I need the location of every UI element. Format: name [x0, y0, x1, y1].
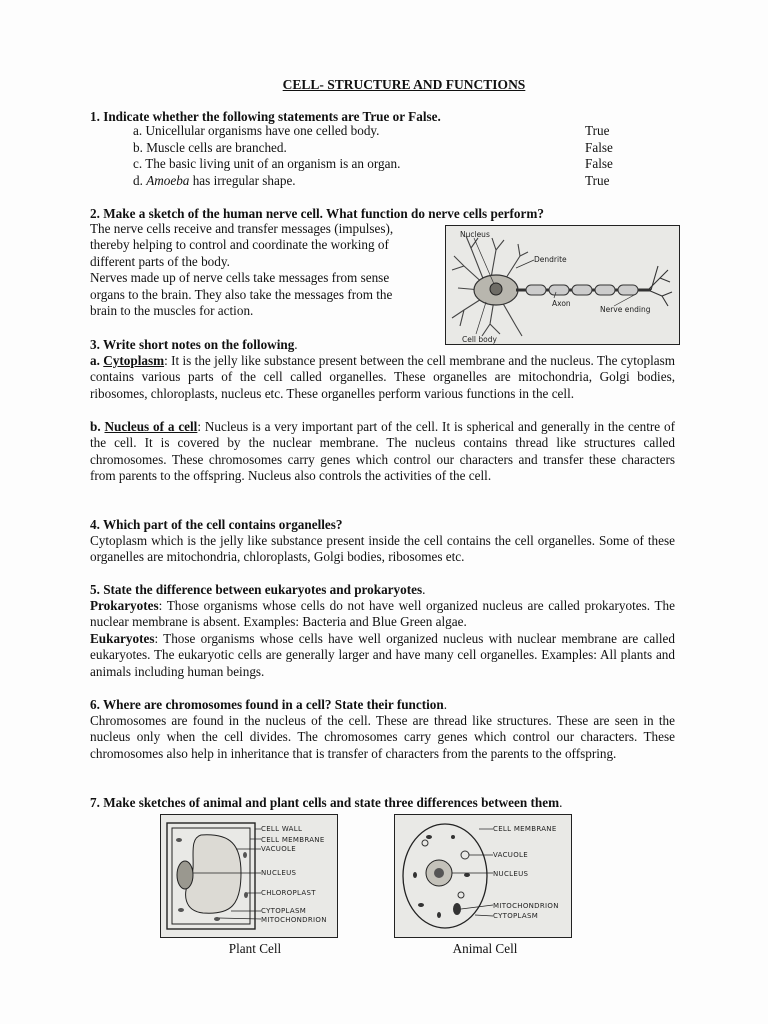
animal-label: CELL MEMBRANE [493, 825, 557, 833]
label-axon: Axon [552, 299, 571, 308]
q1-item-text: b. Muscle cells are branched. [133, 140, 287, 155]
q5-heading-end: . [422, 582, 426, 597]
q3-a-term: Cytoplasm [103, 353, 165, 368]
q3-b-text: : Nucleus is a very important part of the cell. It is spherical and generally in the centre of the cell. It is covered by the nuclear membrane. The nucleus contains thread like structures called chromosomes. These chromosomes carry genes which control our characters and transfer these characters from parents to the offspring. Nucleus also controls the activities of the cell. [90, 419, 675, 484]
q3-note-b [90, 419, 675, 485]
q1-item-rest: has irregular shape. [189, 173, 296, 188]
q2-line: brain to the muscles for action. [90, 303, 254, 319]
q2-heading: 2. Make a sketch of the human nerve cell. What function do nerve cells perform? [90, 206, 544, 221]
q6-heading-text: 6. Where are chromosomes found in a cell? State their function [90, 697, 444, 712]
q3-a-prefix: a. [90, 353, 104, 368]
plant-label: CYTOPLASM [261, 907, 307, 915]
q1-heading: 1. Indicate whether the following statements are True or False. [90, 109, 441, 124]
q2-line: The nerve cells receive and transfer messages (impulses), [90, 221, 394, 236]
q2-line: organs to the brain. They also take the messages from the [90, 286, 393, 302]
q1-item-text: a. Unicellular organisms have one celled body. [133, 123, 380, 138]
label-cell-body: Cell body [462, 335, 497, 344]
plant-label: MITOCHONDRION [261, 916, 327, 924]
label-nerve-ending: Nerve ending [600, 305, 651, 314]
plant-label: CELL WALL [261, 825, 303, 833]
plant-label: NUCLEUS [261, 869, 297, 877]
q5-p-term: Prokaryotes [90, 598, 159, 613]
q1-item-prefix: d. [133, 173, 147, 188]
label-nucleus: Nucleus [460, 230, 490, 239]
animal-cell-diagram [395, 815, 571, 937]
nerve-cell-figure [445, 225, 680, 345]
q2-line: different parts of the body. [90, 253, 230, 269]
animal-label: MITOCHONDRION [493, 902, 559, 910]
q3-heading-text: 3. Write short notes on the following [90, 337, 295, 352]
q1-item [133, 123, 623, 140]
q3-note-a [90, 353, 675, 402]
nucleus-shape [490, 283, 502, 295]
q5-e-term: Eukaryotes [90, 631, 155, 646]
q3-b-prefix: b. [90, 419, 105, 434]
q2-line: thereby helping to control and coordinate the working of [90, 237, 389, 253]
q1-item-answer: True [585, 173, 610, 188]
q1-item-text: c. The basic living unit of an organism is an organ. [133, 156, 401, 171]
q1-item [133, 140, 623, 157]
q1-item-answer: False [585, 140, 613, 155]
plant-label: VACUOLE [261, 845, 296, 853]
q7-heading [90, 795, 562, 811]
q3-heading-end: . [294, 337, 298, 352]
plant-label: CELL MEMBRANE [261, 836, 325, 844]
label-dendrite: Dendrite [534, 255, 567, 264]
q3-a-text: : It is the jelly like substance present between the cell membrane and the nucleus. The cytoplasm contains various parts of the cell called organelles. These organelles are mitochondria, Golgi bodies, ribosomes, chloroplasts, nucleus etc. These organelles perform various functions in the cell. [90, 353, 675, 401]
q5-eukaryotes [90, 631, 675, 680]
q3-heading [90, 337, 298, 353]
nucleus-shape [177, 861, 193, 889]
q7-heading-text: 7. Make sketches of animal and plant cells and state three differences between them [90, 795, 560, 810]
q1-item-answer: False [585, 156, 613, 171]
q5-prokaryotes [90, 598, 675, 631]
q6-answer: Chromosomes are found in the nucleus of the cell. These are thread like structures. These are seen in the nucleus only when the cell divides. The chromosomes carry genes which control our characters. These chromosomes also help in inheritance that is transfer of characters from the parents to the offspring. [90, 713, 675, 761]
q5-p-text: : Those organisms whose cells do not have well organized nucleus are called prokaryotes. The nuclear membrane is absent. Examples: Bacteria and Blue Green algae. [90, 598, 675, 630]
animal-cell-caption: Animal Cell [452, 941, 518, 956]
q1-item [133, 173, 623, 190]
animal-label: VACUOLE [493, 851, 528, 859]
plant-label: CHLOROPLAST [261, 889, 316, 897]
q4-heading: 4. Which part of the cell contains organelles? [90, 517, 343, 532]
q6-heading [90, 697, 447, 713]
q2-answer [90, 221, 438, 319]
q6-heading-end: . [443, 697, 448, 712]
animal-label: CYTOPLASM [493, 912, 539, 920]
q1-item-answer: True [585, 123, 610, 138]
q5-e-text: : Those organisms whose cells have well organized nucleus with nuclear membrane are called eukaryotes. The eukaryotic cells are generally larger and have many cell organelles. Examples: All plants and animals including human beings. [90, 631, 675, 679]
q3-b-term: Nucleus of a cell [104, 419, 198, 434]
plant-cell-figure [160, 814, 338, 938]
plant-cell-diagram [161, 815, 337, 937]
animal-cell-figure [394, 814, 572, 938]
q1-item [133, 156, 623, 173]
q2-line: Nerves made up of nerve cells take messages from sense [90, 270, 390, 286]
q5-heading [90, 582, 425, 598]
q1-item-italic: Amoeba [146, 173, 190, 188]
nerve-cell-diagram [446, 226, 679, 344]
page-title: CELL- STRUCTURE AND FUNCTIONS [282, 77, 526, 92]
q7-heading-end: . [559, 795, 563, 810]
animal-label: NUCLEUS [493, 870, 529, 878]
vacuole-shape [186, 835, 241, 913]
mitochondrion-shape [453, 903, 461, 915]
q5-heading-text: 5. State the difference between eukaryotes and prokaryotes [90, 582, 423, 597]
q4-answer: Cytoplasm which is the jelly like substance present inside the cell contains the cell organelles. Some of these organelles are mitochondria, chloroplasts, Golgi bodies, ribosomes etc. [90, 533, 675, 565]
plant-cell-caption: Plant Cell [228, 941, 282, 956]
